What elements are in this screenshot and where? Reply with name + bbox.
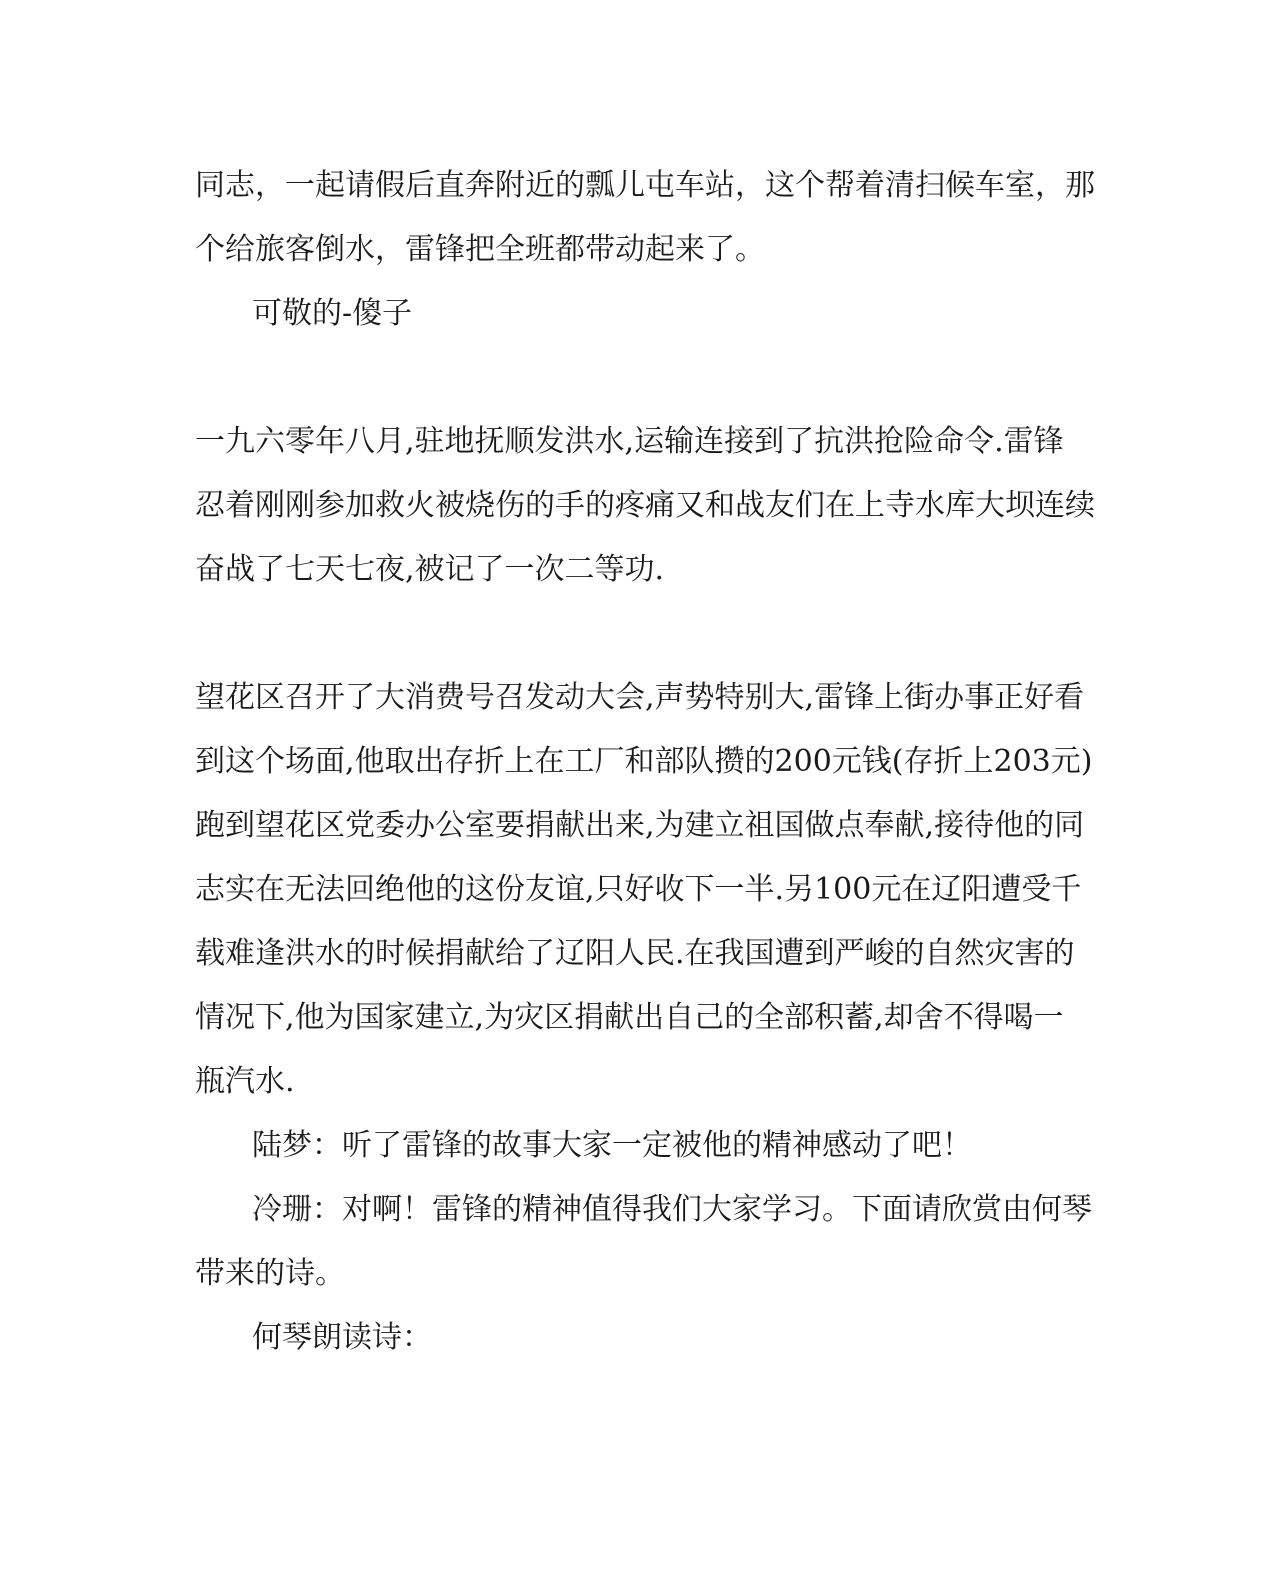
paragraph-line: 望花区召开了大消费号召发动大会,声势特别大,雷锋上街办事正好看 [195, 680, 1085, 715]
dialogue-line: 陆梦：听了雷锋的故事大家一定被他的精神感动了吧！ [252, 1128, 972, 1163]
paragraph-line: 同志，一起请假后直奔附近的瓢儿屯车站，这个帮着清扫候车室，那 [195, 168, 1095, 203]
dialogue-line: 带来的诗。 [195, 1256, 345, 1291]
paragraph-line: 志实在无法回绝他的这份友谊,只好收下一半.另100元在辽阳遭受千 [195, 872, 1082, 907]
paragraph-line: 情况下,他为国家建立,为灾区捐献出自己的全部积蓄,却舍不得喝一 [195, 1000, 1064, 1035]
paragraph-line: 奋战了七天七夜,被记了一次二等功. [195, 552, 665, 587]
paragraph-line: 忍着刚刚参加救火被烧伤的手的疼痛又和战友们在上寺水库大坝连续 [195, 488, 1095, 523]
section-heading: 可敬的-傻子 [252, 296, 413, 331]
paragraph-line: 个给旅客倒水，雷锋把全班都带动起来了。 [195, 232, 765, 267]
paragraph-line: 一九六零年八月,驻地抚顺发洪水,运输连接到了抗洪抢险命令.雷锋 [195, 424, 1064, 459]
dialogue-line: 何琴朗读诗： [252, 1320, 432, 1355]
dialogue-line: 冷珊：对啊！雷锋的精神值得我们大家学习。下面请欣赏由何琴 [252, 1192, 1092, 1227]
paragraph-line: 瓶汽水. [195, 1064, 295, 1099]
paragraph-line: 跑到望花区党委办公室要捐献出来,为建立祖国做点奉献,接待他的同 [195, 808, 1085, 843]
paragraph-line: 到这个场面,他取出存折上在工厂和部队攒的200元钱(存折上203元) [195, 744, 1093, 779]
paragraph-line: 载难逢洪水的时候捐献给了辽阳人民.在我国遭到严峻的自然灾害的 [195, 936, 1075, 971]
